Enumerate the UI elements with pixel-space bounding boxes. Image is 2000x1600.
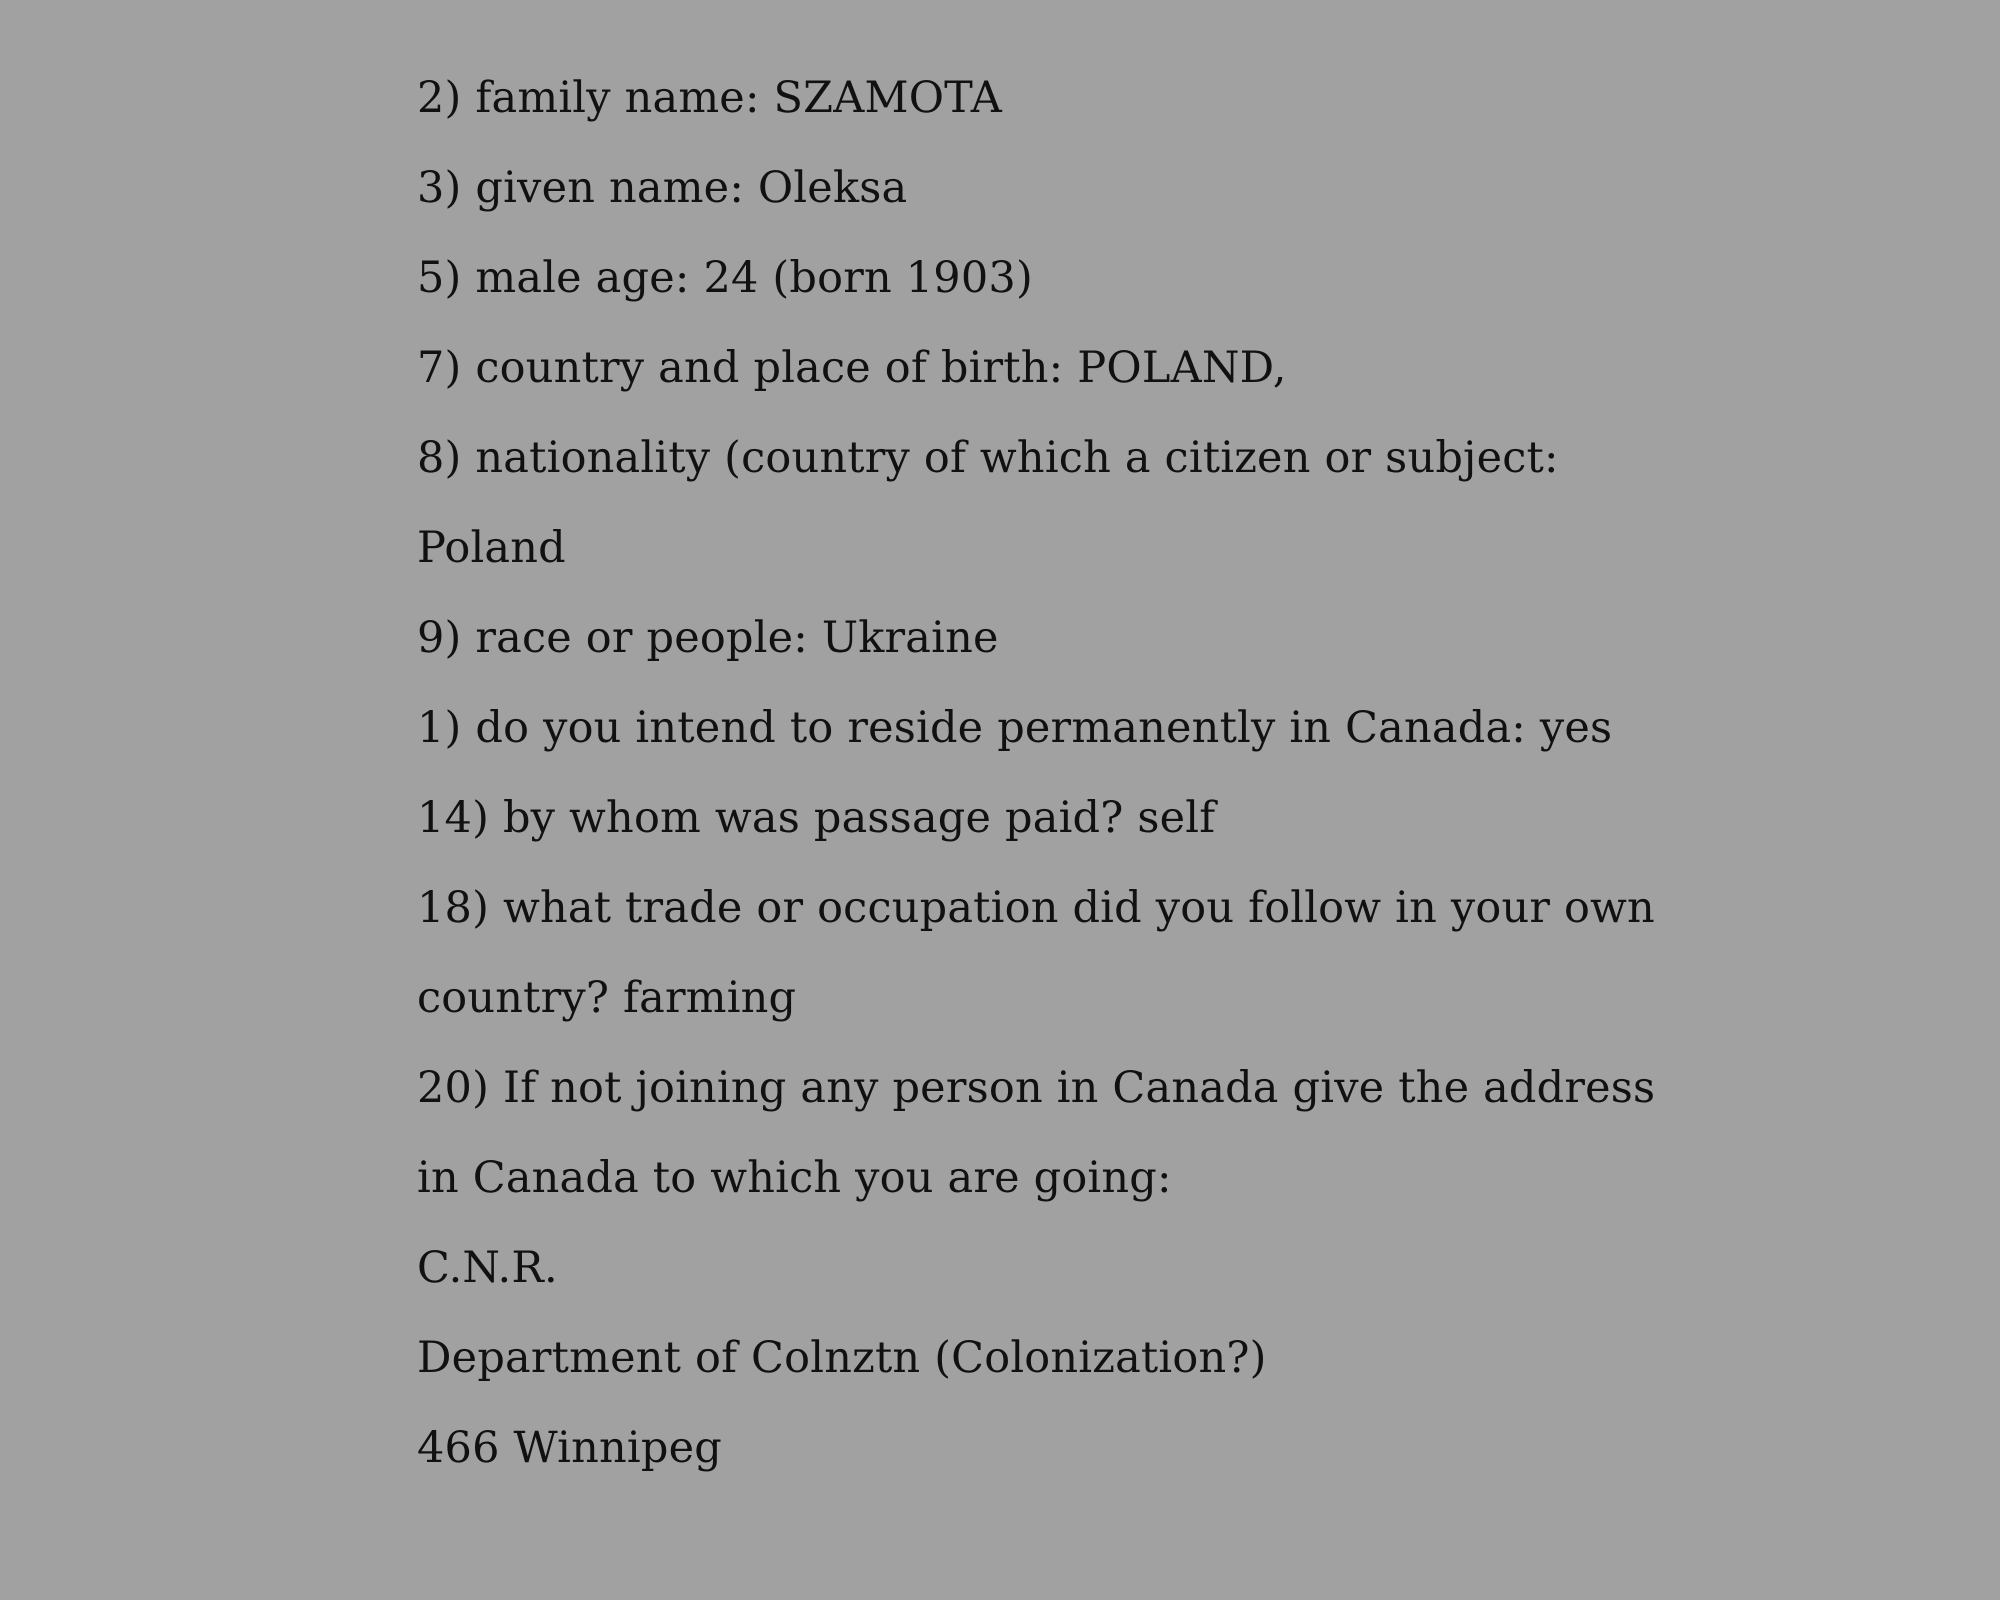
address-question-continued-line: in Canada to which you are going: bbox=[417, 1153, 1172, 1203]
address-department-line: Department of Colnztn (Colonization?) bbox=[417, 1333, 1267, 1383]
nationality-line: 8) nationality (country of which a citizen or subject: bbox=[417, 433, 1559, 483]
age-line: 5) male age: 24 (born 1903) bbox=[417, 253, 1033, 303]
address-cnr-line: C.N.R. bbox=[417, 1243, 558, 1293]
address-city-line: 466 Winnipeg bbox=[417, 1423, 722, 1473]
residence-intent-line: 1) do you intend to reside permanently in Canada: yes bbox=[417, 703, 1613, 753]
occupation-answer-line: country? farming bbox=[417, 973, 797, 1023]
race-line: 9) race or people: Ukraine bbox=[417, 613, 999, 663]
nationality-value-line: Poland bbox=[417, 523, 566, 573]
address-question-line: 20) If not joining any person in Canada give the address bbox=[417, 1063, 1656, 1113]
given-name-line: 3) given name: Oleksa bbox=[417, 163, 908, 213]
occupation-question-line: 18) what trade or occupation did you follow in your own bbox=[417, 883, 1655, 933]
immigration-record-text bbox=[417, 62, 1717, 1502]
birthplace-line: 7) country and place of birth: POLAND, bbox=[417, 343, 1287, 393]
family-name-line: 2) family name: SZAMOTA bbox=[417, 73, 1002, 123]
passage-paid-line: 14) by whom was passage paid? self bbox=[417, 793, 1216, 843]
